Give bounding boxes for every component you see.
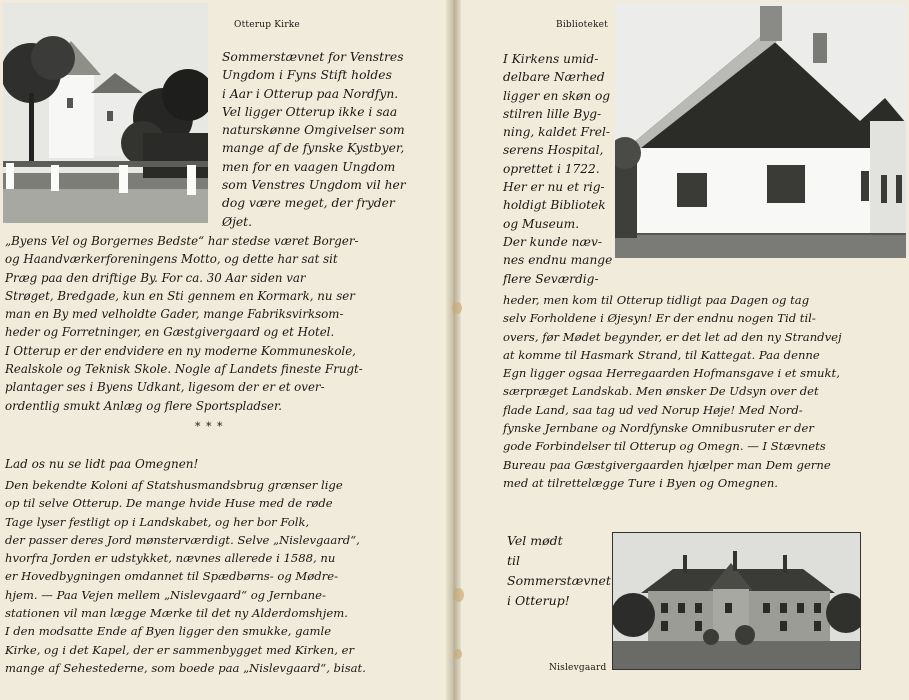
text-line: Sommerstævnet <box>507 573 611 588</box>
text-line: Ungdom i Fyns Stift holdes <box>222 68 392 83</box>
text-line: dog være meget, der fryder <box>222 196 395 211</box>
text-line: Her er nu et rig- <box>503 180 605 195</box>
text-line: særpræget Landskab. Men ønsker De Udsyn over det <box>503 384 819 399</box>
text-line: og Museum. <box>503 216 580 231</box>
text-line: at komme til Hasmark Strand, til Kattegat. Paa denne <box>503 347 820 362</box>
text-line: ordentlig smukt Anlæg og flere Sportspladser. <box>5 398 283 413</box>
text-line: Der kunde næv- <box>503 234 602 249</box>
text-line: Vel mødt <box>507 533 563 548</box>
text-line: oprettet i 1722. <box>503 161 600 176</box>
text-line: man en By med velholdte Gader, mange Fabriksvirksom- <box>5 307 344 322</box>
church-caption: Otterup Kirke <box>234 20 300 30</box>
text-line: Strøget, Bredgade, kun en Sti gennem en Kormark, nu ser <box>5 288 355 303</box>
text-line: holdigt Bibliotek <box>503 198 606 213</box>
library-photo <box>615 3 906 258</box>
stain-mark <box>453 588 464 602</box>
stain-mark <box>454 649 462 659</box>
text-line: serens Hospital, <box>503 143 604 158</box>
text-line: som Venstres Ungdom vil her <box>222 178 406 193</box>
text-line: overs, før Mødet begynder, er det let ad den ny Strandvej <box>503 329 842 344</box>
text-line: I Kirkens umid- <box>503 52 599 66</box>
text-line: Realskole og Teknisk Skole. Nogle af Landets fineste Frugt- <box>5 362 363 377</box>
text-line: Kirke, og i det Kapel, der er sammenbygget med Kirken, er <box>5 642 355 657</box>
text-line: gode Forbindelser til Otterup og Omegn. — I Stævnets <box>503 439 826 454</box>
text-line: Tage lyser festligt op i Landskabet, og her bor Folk, <box>5 514 310 529</box>
text-line: stationen vil man lægge Mærke til det ny Alderdomshjem. <box>5 606 348 621</box>
text-line: naturskønne Omgivelser som <box>222 123 405 138</box>
church-photo <box>3 3 208 223</box>
text-line: Bureau paa Gæstgivergaarden hjælper man Dem gerne <box>503 457 831 472</box>
text-line: op til selve Otterup. De mange hvide Huse med de røde <box>5 496 333 511</box>
text-line: delbare Nærhed <box>503 70 605 85</box>
section-separator: * * * <box>195 420 224 433</box>
excursions-paragraph <box>503 291 842 492</box>
text-line: ning, kaldet Frel- <box>503 125 610 140</box>
text-line: i Aar i Otterup paa Nordfyn. <box>222 86 399 101</box>
welcome-text <box>507 531 611 611</box>
text-line: med at tilrettelægge Ture i Byen og Omegnen. <box>503 475 778 490</box>
library-paragraph <box>503 50 612 288</box>
omegn-heading: Lad os nu se lidt paa Omegnen! <box>5 457 199 471</box>
text-line: er Hovedbygningen omdannet til Spædbørns- og Mødre- <box>5 569 339 584</box>
text-line: heder og Forretninger, en Gæstgivergaard og et Hotel. <box>5 325 335 340</box>
text-line: flade Land, saa tag ud ved Norup Høje! Med Nord- <box>503 402 803 417</box>
text-line: Sommerstævnet for Venstres <box>222 50 404 64</box>
library-caption: Biblioteket <box>556 20 608 30</box>
text-line: hvorfra Jorden er udstykket, nævnes allerede i 1588, nu <box>5 551 336 566</box>
text-line: der passer deres Jord mønsterværdigt. Selve „Nislevgaard“, <box>5 532 360 547</box>
text-line: Vel ligger Otterup ikke i saa <box>222 104 398 119</box>
text-line: men for en vaagen Ungdom <box>222 159 396 174</box>
text-line: „Byens Vel og Borgernes Bedste“ har stedse været Borger- <box>5 234 359 248</box>
omegn-paragraph <box>5 476 366 677</box>
manor-caption: Nislevgaard <box>549 663 607 673</box>
text-line: heder, men kom til Otterup tidligt paa Dagen og tag <box>503 293 810 307</box>
intro-paragraph <box>222 48 406 231</box>
text-line: ligger en skøn og <box>503 88 611 103</box>
text-line: hjem. — Paa Vejen mellem „Nislevgaard“ og Jernbane- <box>5 587 326 602</box>
text-line: og Haandværkerforeningens Motto, og dette har sat sit <box>5 252 338 267</box>
text-line: stilren lille Byg- <box>503 106 602 121</box>
text-line: Egn ligger ogsaa Herregaarden Hofmansgave i et smukt, <box>503 366 840 381</box>
text-line: mange af de fynske Kystbyer, <box>222 141 405 156</box>
text-line: I den modsatte Ende af Byen ligger den smukke, gamle <box>5 624 332 639</box>
body-paragraph <box>5 232 363 415</box>
text-line: flere Seværdig- <box>503 271 599 286</box>
stain-mark <box>452 302 462 314</box>
text-line: Præg paa den driftige By. For ca. 30 Aar siden var <box>5 270 306 285</box>
text-line: fynske Jernbane og Nordfynske Omnibusruter er der <box>503 421 814 436</box>
text-line: plantager ses i Byens Udkant, ligesom der er et over- <box>5 380 325 395</box>
text-line: til <box>507 553 521 568</box>
text-line: Den bekendte Koloni af Statshusmandsbrug grænser lige <box>5 478 343 492</box>
text-line: i Otterup! <box>507 593 570 608</box>
text-line: Øjet. <box>222 214 253 229</box>
text-line: selv Forholdene i Øjesyn! Er der endnu nogen Tid til- <box>503 311 816 326</box>
text-line: nes endnu mange <box>503 253 613 268</box>
text-line: I Otterup er der endvidere en ny moderne Kommuneskole, <box>5 343 356 358</box>
manor-photo <box>612 532 861 670</box>
text-line: mange af Sehestederne, som boede paa „Nislevgaard“, bisat. <box>5 660 366 675</box>
